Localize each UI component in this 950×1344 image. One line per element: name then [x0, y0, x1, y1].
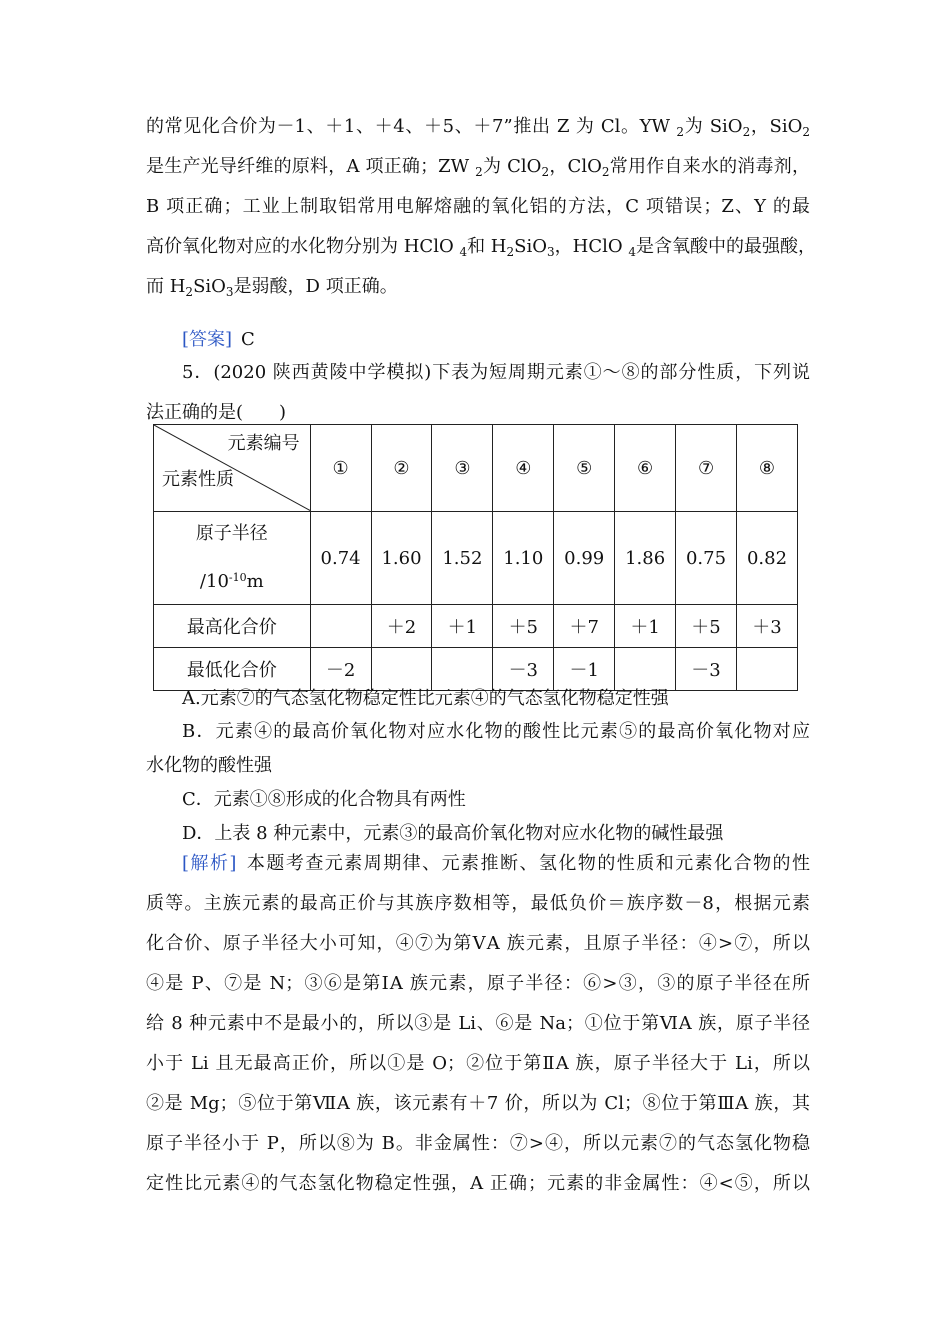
- top-paragraph: [146, 107, 816, 307]
- min-valence-cell: －3: [676, 648, 737, 691]
- text-line: [146, 227, 816, 267]
- subscript: 4: [459, 245, 468, 259]
- max-valence-cell: ＋3: [736, 605, 797, 648]
- corner-header-cell: [154, 425, 311, 512]
- radius-label-line: 原子半径: [195, 523, 268, 544]
- text-run: ，ClO: [549, 156, 602, 177]
- element-number-cell: ⑤: [554, 425, 615, 512]
- text-run: 的常见化合价为－1、＋1、＋4、＋5、＋7”推出 Z 为 Cl。YW: [146, 116, 677, 137]
- radius-value-cell: 1.60: [371, 512, 432, 605]
- text-line: [146, 147, 810, 187]
- analysis-line: 小于 Li 且无最高正价，所以①是 O；②位于第ⅡA 族，原子半径大于 Li，所以: [146, 1053, 810, 1074]
- text-run: 而 H: [146, 276, 186, 297]
- radius-label-meter: m: [246, 571, 264, 592]
- max-valence-cell: ＋5: [493, 605, 554, 648]
- radius-label: [154, 512, 310, 604]
- text-run: SiO: [193, 276, 226, 297]
- subscript: 4: [628, 245, 636, 259]
- element-number-cell: ⑧: [736, 425, 797, 512]
- row-label-cell: [154, 512, 311, 605]
- radius-value-cell: 1.10: [493, 512, 554, 605]
- radius-value-cell: 1.86: [615, 512, 676, 605]
- subscript: 3: [547, 245, 555, 259]
- element-properties-table: [153, 424, 798, 691]
- analysis-block: [146, 844, 810, 1204]
- subscript: 3: [225, 285, 234, 299]
- text-line: [146, 267, 810, 307]
- option-b-continued: 水化物的酸性强: [146, 755, 272, 776]
- option-b: B．元素④的最高价氧化物对应水化物的酸性比元素⑤的最高价氧化物对应: [182, 721, 810, 742]
- subscript: 2: [541, 165, 550, 179]
- header-row: [154, 425, 798, 512]
- radius-value-cell: 0.82: [736, 512, 797, 605]
- element-number-cell: ③: [432, 425, 493, 512]
- text-line: [146, 107, 810, 147]
- max-valence-cell: [310, 605, 371, 648]
- text-run: 是弱酸，D 项正确。: [233, 276, 398, 297]
- analysis-line: 原子半径小于 P，所以⑧为 B。非金属性：⑦>④，所以元素⑦的气态氢化物稳: [146, 1133, 810, 1154]
- row-label-cell: 最低化合价: [154, 648, 311, 691]
- element-number-cell: ②: [371, 425, 432, 512]
- analysis-line: [146, 844, 810, 884]
- min-valence-cell: －3: [493, 648, 554, 691]
- subscript: 2: [802, 125, 810, 139]
- radius-label-unit-line: [154, 556, 310, 604]
- option-c: C．元素①⑧形成的化合物具有两性: [182, 789, 466, 810]
- options-block: [146, 683, 810, 851]
- radius-row: [154, 512, 798, 605]
- text-run: 和 H: [467, 236, 507, 257]
- radius-value-cell: 0.75: [676, 512, 737, 605]
- subscript: 2: [506, 245, 515, 259]
- text-run: ，SiO: [750, 116, 803, 137]
- text-run: 为 SiO: [684, 116, 743, 137]
- text-run: 常用作自来水的消毒剂，: [609, 156, 810, 177]
- analysis-line: 化合价、原子半径大小可知，④⑦为第ⅤA 族元素，且原子半径：④>⑦，所以: [146, 933, 810, 954]
- analysis-line: 质等。主族元素的最高正价与其族序数相等，最低负价＝族序数－8，根据元素: [146, 893, 810, 914]
- min-valence-cell: －2: [310, 648, 371, 691]
- max-valence-cell: ＋1: [432, 605, 493, 648]
- text-run: ，HClO: [554, 236, 629, 257]
- question-block: [146, 353, 810, 433]
- analysis-line: ④是 P、⑦是 N；③⑥是第ⅠA 族元素，原子半径：⑥>③，③的原子半径在所: [146, 973, 810, 994]
- subscript: 2: [676, 125, 685, 139]
- max-valence-cell: ＋7: [554, 605, 615, 648]
- text-line: B 项正确；工业上制取铝常用电解熔融的氧化铝的方法，C 项错误；Z、Y 的最: [146, 196, 810, 217]
- analysis-tag: [解析]: [182, 853, 237, 874]
- analysis-line: ②是 Mg；⑤位于第ⅦA 族，该元素有＋7 价，所以为 Cl；⑧位于第ⅢA 族，其: [146, 1093, 810, 1114]
- element-number-cell: ⑥: [615, 425, 676, 512]
- subscript: 2: [742, 125, 751, 139]
- answer-tag: [答案]: [182, 329, 233, 350]
- subscript: 2: [475, 165, 483, 179]
- analysis-line: 定性比元素④的气态氢化物稳定性强，A 正确；元素的非金属性：④<⑤，所以: [146, 1173, 810, 1194]
- radius-label-unit: /10: [199, 571, 229, 592]
- radius-value-cell: 0.99: [554, 512, 615, 605]
- text-run: 是含氧酸中的最强酸，: [636, 236, 816, 257]
- subscript: 2: [185, 285, 194, 299]
- max-valence-cell: ＋2: [371, 605, 432, 648]
- analysis-line: 给 8 种元素中不是最小的，所以③是 Li、⑥是 Na；①位于第ⅥA 族，原子半径: [146, 1013, 810, 1034]
- question-line: 5．(2020 陕西黄陵中学模拟)下表为短周期元素①～⑧的部分性质，下列说: [182, 362, 810, 383]
- question-line: 法正确的是( ): [146, 402, 287, 423]
- element-number-cell: ①: [310, 425, 371, 512]
- corner-header-top: 元素编号: [227, 433, 300, 454]
- element-number-cell: ④: [493, 425, 554, 512]
- row-label-cell: 最高化合价: [154, 605, 311, 648]
- max-valence-cell: ＋5: [676, 605, 737, 648]
- radius-label-exponent: -10: [228, 571, 247, 584]
- element-number-cell: ⑦: [676, 425, 737, 512]
- radius-value-cell: 1.52: [432, 512, 493, 605]
- max-valence-row: [154, 605, 798, 648]
- max-valence-cell: ＋1: [615, 605, 676, 648]
- option-d: D．上表 8 种元素中，元素③的最高价氧化物对应水化物的碱性最强: [182, 823, 724, 844]
- text-run: SiO: [514, 236, 547, 257]
- corner-header-bottom: 元素性质: [162, 469, 234, 490]
- answer-value: C: [241, 329, 255, 350]
- text-run: 是生产光导纤维的原料，A 项正确；ZW: [146, 156, 476, 177]
- subscript: 2: [601, 165, 610, 179]
- radius-value-cell: 0.74: [310, 512, 371, 605]
- min-valence-cell: －1: [554, 648, 615, 691]
- option-a: A.元素⑦的气态氢化物稳定性比元素④的气态氢化物稳定性强: [182, 688, 669, 709]
- text-run: 为 ClO: [482, 156, 542, 177]
- text-run: 本题考查元素周期律、元素推断、氢化物的性质和元素化合物的性: [245, 853, 811, 874]
- text-run: 高价氧化物对应的水化物分别为 HClO: [146, 236, 460, 257]
